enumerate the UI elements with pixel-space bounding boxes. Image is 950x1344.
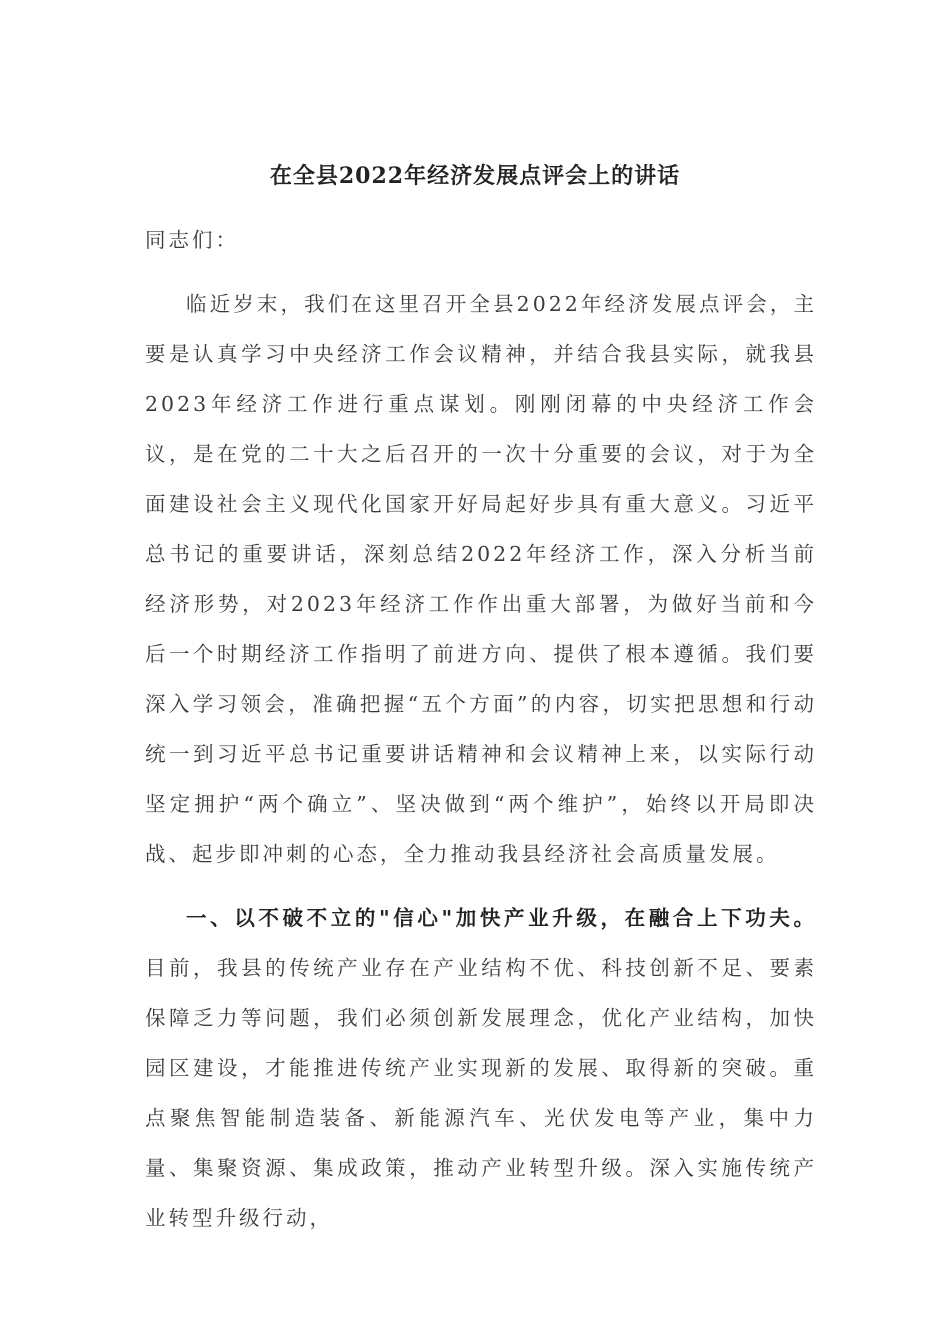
document-body <box>145 215 817 1243</box>
paragraph-intro <box>145 279 817 879</box>
paragraph-intro-text: 临近岁末，我们在这里召开全县2022年经济发展点评会，主要是认真学习中央经济工作会议精神，并结合我县实际，就我县2023年经济工作进行重点谋划。刚刚闭幕的中央经济工作会议，是在党的二十大之后召开的一次十分重要的会议，对于为全面建设社会主义现代化国家开好局起好步具有重大意义。习近平总书记的重要讲话，深刻总结2022年经济工作，深入分析当前经济形势，对2023年经济工作作出重大部署，为做好当前和今后一个时期经济工作指明了前进方向、提供了根本遵循。我们要深入学习领会，准确把握“五个方面”的内容，切实把思想和行动统一到习近平总书记重要讲话精神和会议精神上来，以实际行动坚定拥护“两个确立”、坚决做到“两个维护”，始终以开局即决战、起步即冲刺的心态，全力推动我县经济社会高质量发展。 <box>145 292 817 866</box>
paragraph-section-one <box>145 893 817 1243</box>
greeting: 同志们： <box>145 228 239 252</box>
section-heading: 一、以不破不立的"信心"加快产业升级，在融合上下功夫。 <box>186 906 817 930</box>
paragraph-section-one-text: 目前，我县的传统产业存在产业结构不优、科技创新不足、要素保障乏力等问题，我们必须创新发展理念，优化产业结构，加快园区建设，才能推进传统产业实现新的发展、取得新的突破。重点聚焦智能制造装备、新能源汽车、光伏发电等产业，集中力量、集聚资源、集成政策，推动产业转型升级。深入实施传统产业转型升级行动， <box>145 956 817 1230</box>
document-title: 在全县2022年经济发展点评会上的讲话 <box>269 163 681 189</box>
